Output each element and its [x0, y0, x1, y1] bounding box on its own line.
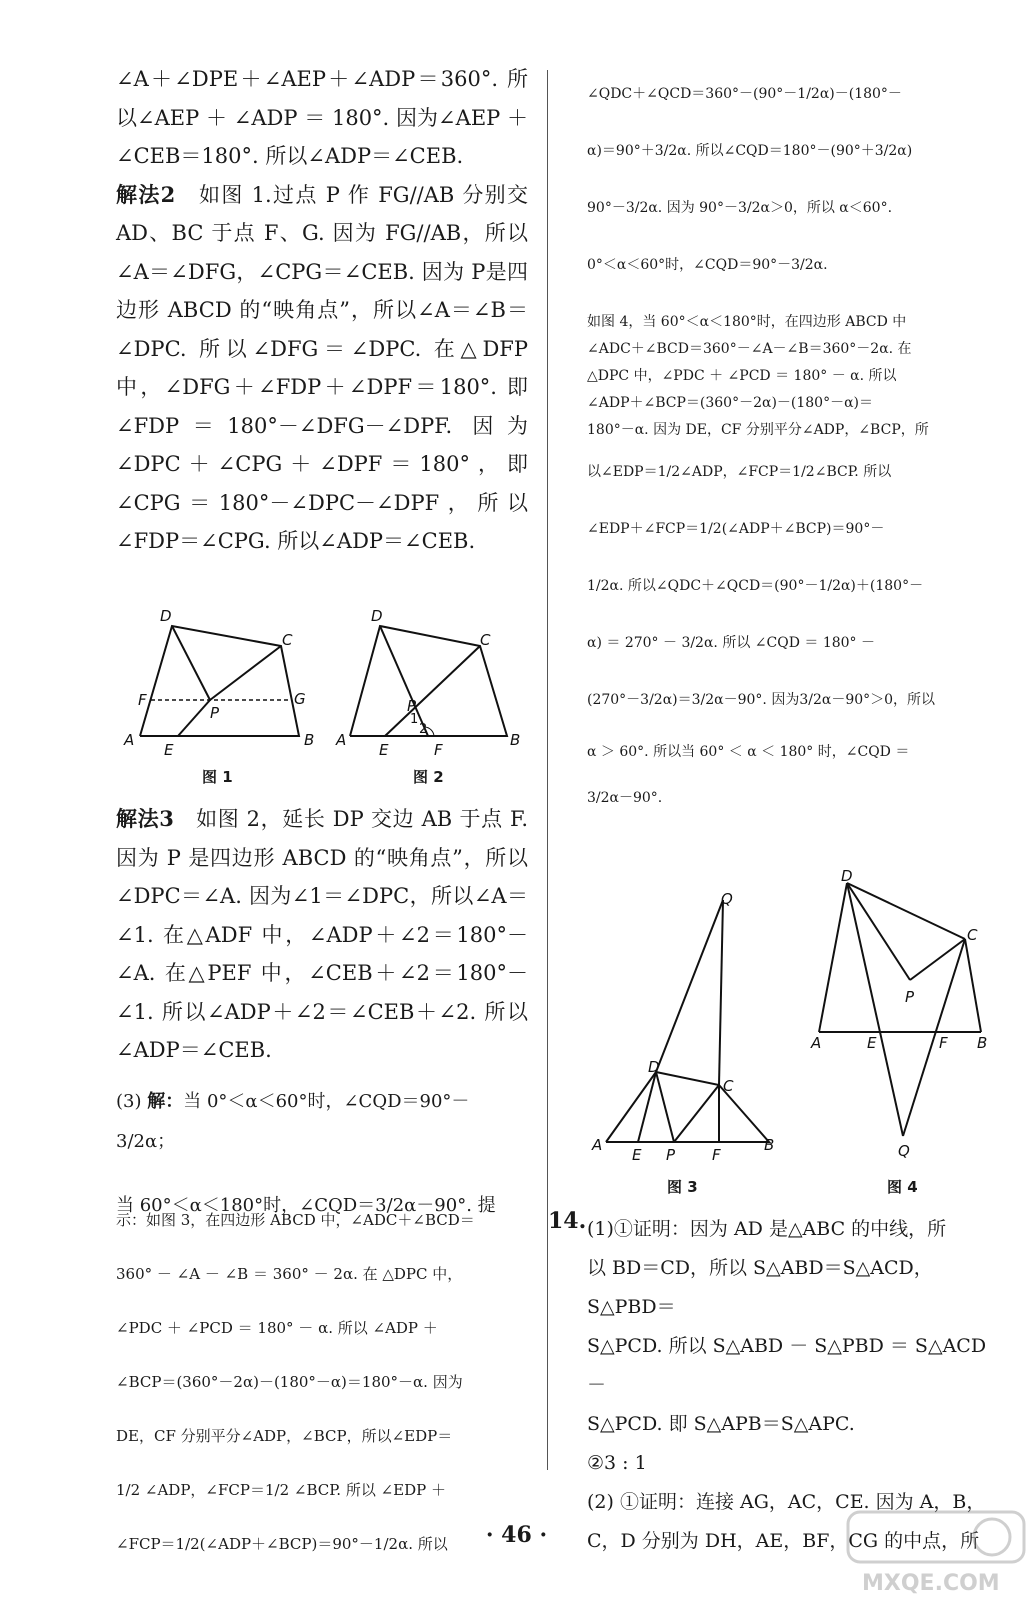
- text-line: 如图 4，当 60°＜α＜180°时，在四边形 ABCD 中: [587, 314, 907, 330]
- svg-text:A: A: [124, 731, 135, 749]
- svg-text:F: F: [138, 691, 147, 709]
- svg-text:G: G: [294, 690, 306, 708]
- text-line: ∠ADC＋∠BCD＝360°－∠A－∠B＝360°－2α. 在: [587, 341, 912, 357]
- q14-line: (1)①证明：因为 AD 是△ABC 的中线，所: [587, 1218, 947, 1240]
- part3-label: 解：: [147, 1091, 184, 1112]
- part3-number: (3): [116, 1091, 142, 1112]
- hint-block: [116, 1193, 528, 1571]
- svg-text:D: D: [648, 1058, 660, 1076]
- svg-text:B: B: [510, 731, 521, 749]
- text-line: 0°＜α＜60°时，∠CQD＝90°－3/2α.: [587, 257, 828, 273]
- svg-text:C: C: [723, 1077, 734, 1095]
- svg-text:C: C: [967, 926, 978, 944]
- svg-text:A: A: [811, 1034, 822, 1052]
- svg-text:B: B: [764, 1136, 775, 1154]
- svg-text:C: C: [282, 631, 293, 649]
- figure-4: [805, 868, 1000, 1172]
- svg-text:P: P: [210, 704, 220, 722]
- part3-case2: 当 60°＜α＜180°时，∠CQD＝3/2α－90°. 提: [116, 1195, 496, 1216]
- svg-text:2: 2: [419, 722, 428, 737]
- svg-text:F: F: [939, 1034, 948, 1052]
- svg-text:D: D: [160, 607, 172, 625]
- text-line: (270°－3/2α)＝3/2α－90°. 因为3/2α－90°＞0，所以: [587, 692, 936, 708]
- svg-text:E: E: [164, 741, 174, 759]
- svg-text:A: A: [336, 731, 347, 749]
- figure-3-caption: 图 3: [667, 1178, 698, 1196]
- text-line: 180°－α. 因为 DE，CF 分别平分∠ADP，∠BCP，所: [587, 422, 929, 438]
- hint-line: 360° － ∠A － ∠B ＝ 360° － 2α. 在 △DPC 中，: [116, 1265, 463, 1283]
- q14-line: (2) ①证明：连接 AG，AC，CE. 因为 A，B，: [587, 1491, 986, 1513]
- text-line: α) ＝ 270° － 3/2α. 所以 ∠CQD ＝ 180° －: [587, 635, 875, 651]
- text-line: ∠QDC＋∠QCD＝360°－(90°－1/2α)－(180°－: [587, 86, 902, 102]
- hint-line: ∠FCP＝1/2(∠ADP＋∠BCP)＝90°－1/2α. 所以: [116, 1535, 448, 1553]
- svg-text:Q: Q: [721, 890, 733, 908]
- text-line: 1/2α. 所以∠QDC＋∠QCD＝(90°－1/2α)＋(180°－: [587, 578, 924, 594]
- figure-1: [116, 605, 316, 769]
- svg-text:F: F: [434, 741, 443, 759]
- question-14-number: 14.: [548, 1208, 587, 1234]
- text-line: 3/2α－90°.: [587, 790, 663, 806]
- svg-text:1: 1: [410, 712, 419, 727]
- left-column-lower: [116, 800, 528, 1070]
- svg-text:B: B: [304, 731, 315, 749]
- watermark-logo: [842, 1508, 1032, 1598]
- hint-line: ∠BCP＝(360°－2α)－(180°－α)＝180°－α. 因为: [116, 1373, 463, 1391]
- method2-text: 如图 1.过点 P 作 FG//AB 分别交AD、BC 于点 F、G. 因为 FG//AB，所以∠A＝∠DFG，∠CPG＝∠CEB. 因为 P是四边形 ABCD 的“映角点”，所以∠A＝∠B＝∠DPC. 所以∠DFG＝∠DPC. 在△DFP 中，∠DFG＋∠FDP＋∠DPF＝180°. 即∠FDP＝180°－∠DFG－∠DPF. 因为∠DPC＋∠CPG＋∠DPF＝180°，即∠CPG＝180°－∠DPC－∠DPF，所以∠FDP＝∠CPG. 所以∠ADP＝∠CEB.: [116, 182, 529, 553]
- figure-3: [588, 880, 788, 1174]
- svg-text:P: P: [407, 697, 417, 715]
- svg-text:Q: Q: [898, 1142, 910, 1160]
- left-column: [116, 60, 528, 561]
- method3-text: 如图 2，延长 DP 交边 AB 于点 F. 因为 P 是四边形 ABCD 的“映角点”，所以∠DPC＝∠A. 因为∠1＝∠DPC，所以∠A＝∠1. 在△ADF 中，∠ADP＋∠2＝180°－∠A. 在△PEF 中，∠CEB＋∠2＝180°－∠1. 所以∠ADP＋∠2＝∠CEB＋∠2. 所以∠ADP＝∠CEB.: [116, 807, 528, 1062]
- text-line: 90°－3/2α. 因为 90°－3/2α＞0，所以 α＜60°.: [587, 200, 893, 216]
- figure-1-caption: 图 1: [202, 768, 233, 786]
- svg-text:E: E: [379, 741, 389, 759]
- hint-line: 1/2 ∠ADP，∠FCP＝1/2 ∠BCP. 所以 ∠EDP ＋: [116, 1481, 446, 1499]
- right-column: [587, 66, 987, 821]
- svg-text:B: B: [977, 1034, 988, 1052]
- q14-line: C，D 分别为 DH，AE，BF，CG 的中点，所: [587, 1530, 980, 1552]
- hint-line: ∠PDC ＋ ∠PCD ＝ 180° － α. 所以 ∠ADP ＋: [116, 1319, 438, 1337]
- svg-text:F: F: [712, 1146, 721, 1164]
- hint-line: DE，CF 分别平分∠ADP，∠BCP，所以∠EDP＝: [116, 1427, 453, 1445]
- text-line: ∠EDP＋∠FCP＝1/2(∠ADP＋∠BCP)＝90°－: [587, 521, 885, 537]
- hint-line: 示：如图 3，在四边形 ABCD 中，∠ADC＋∠BCD＝: [116, 1211, 475, 1229]
- svg-text:E: E: [867, 1034, 877, 1052]
- svg-text:D: D: [841, 868, 853, 885]
- page-number: · 46 ·: [485, 1522, 548, 1548]
- svg-text:A: A: [592, 1136, 603, 1154]
- text-line: α)＝90°＋3/2α. 所以∠CQD＝180°－(90°＋3/2α): [587, 143, 913, 159]
- q14-line: S△PCD. 即 S△APB＝S△APC.: [587, 1413, 855, 1435]
- svg-text:E: E: [632, 1146, 642, 1164]
- part3-case1: 当 0°＜α＜60°时，∠CQD＝90°－3/2α；: [116, 1091, 470, 1152]
- watermark-text: MXQE.COM: [862, 1571, 1000, 1596]
- text-line: △DPC 中，∠PDC ＋ ∠PCD ＝ 180° － α. 所以: [587, 368, 897, 384]
- svg-text:C: C: [480, 631, 491, 649]
- figure-2: [330, 605, 530, 769]
- svg-text:P: P: [666, 1146, 676, 1164]
- figure-4-caption: 图 4: [887, 1178, 918, 1196]
- text-line: α ＞ 60°. 所以当 60° ＜ α ＜ 180° 时，∠CQD ＝: [587, 744, 910, 760]
- method3-label: 解法3: [116, 806, 174, 831]
- figure-2-caption: 图 2: [413, 768, 444, 786]
- paragraph-method1-end: ∠A＋∠DPE＋∠AEP＋∠ADP＝360°. 所以∠AEP ＋ ∠ADP ＝ 180°. 因为∠AEP ＋ ∠CEB＝180°. 所以∠ADP＝∠CEB.: [116, 67, 528, 168]
- svg-text:P: P: [905, 988, 915, 1006]
- paragraph-method3: [116, 800, 528, 1070]
- part3-line1: [116, 1082, 528, 1162]
- text-line: 以∠EDP＝1/2∠ADP，∠FCP＝1/2∠BCP. 所以: [587, 464, 892, 480]
- column-divider: [547, 70, 548, 1470]
- q14-line: 以 BD＝CD，所以 S△ABD＝S△ACD，S△PBD＝: [587, 1257, 933, 1318]
- q14-line: ②3 : 1: [587, 1452, 647, 1474]
- paragraph-method2: [116, 176, 528, 561]
- svg-text:D: D: [371, 607, 383, 625]
- method2-label: 解法2: [116, 181, 176, 207]
- text-line: ∠ADP＋∠BCP＝(360°－2α)－(180°－α)＝: [587, 395, 874, 411]
- q14-line: S△PCD. 所以 S△ABD － S△PBD ＝ S△ACD －: [587, 1335, 987, 1396]
